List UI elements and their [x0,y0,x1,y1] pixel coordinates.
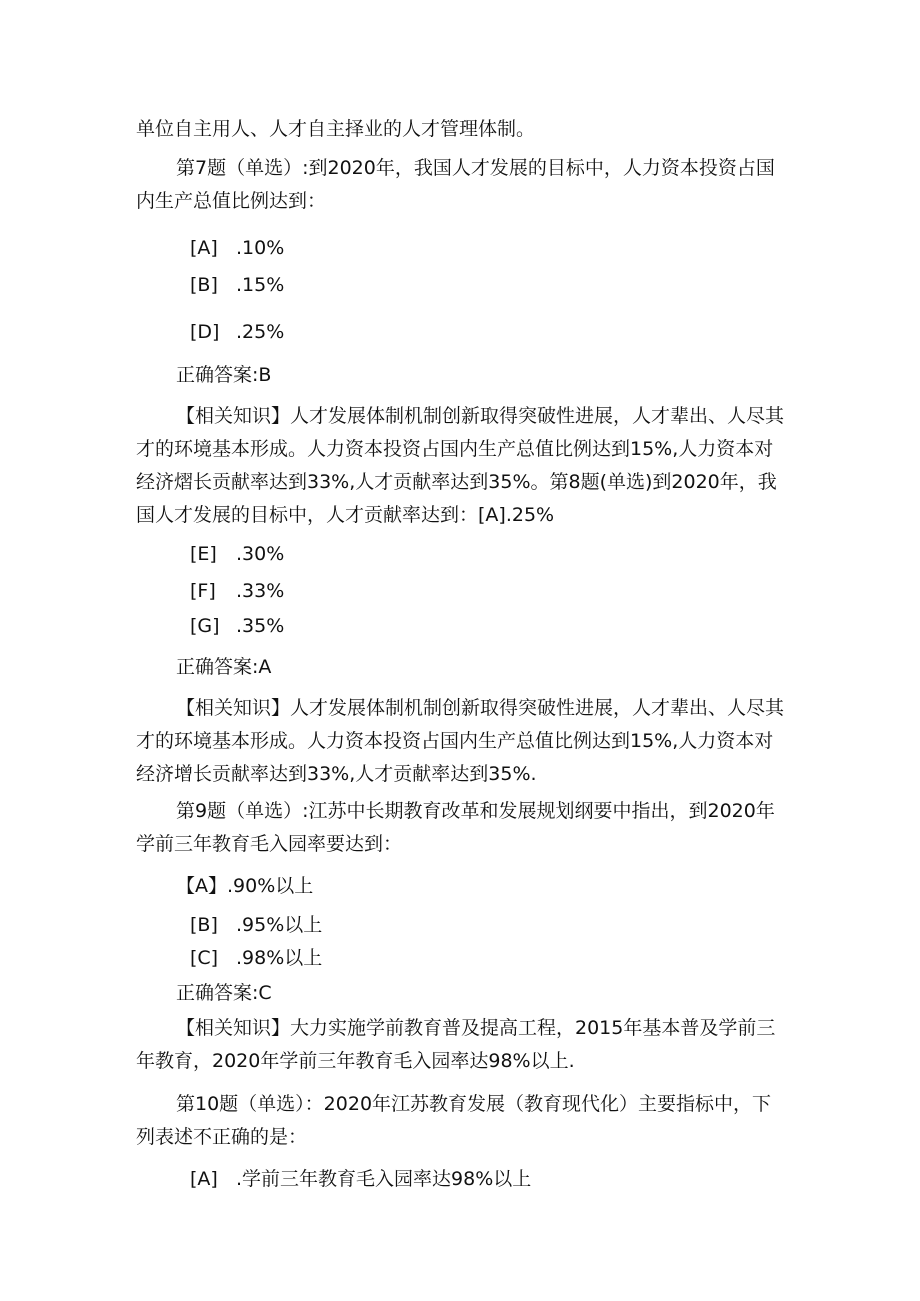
q8-option-f [190,579,284,603]
q7-option-d [190,320,284,344]
option-label: [F] [190,580,216,602]
option-label: [A] [190,1168,218,1190]
question-9: 第9题（单选）:江苏中长期教育改革和发展规划纲要中指出，到2020年学前三年教育毛入园率要达到： [136,800,775,855]
option-text: .25% [236,321,285,343]
knowledge-8: 【相关知识】人才发展体制机制创新取得突破性进展，人才辈出、人尽其才的环境基本形成。人力资本投资占国内生产总值比例达到15%,人力资本对经济增长贡献率达到33%,人才贡献率达到35%. [136,697,785,785]
question-7: 第7题（单选）:到2020年，我国人才发展的目标中，人力资本投资占国内生产总值比例达到： [136,157,775,212]
option-text: .学前三年教育毛入园率达98%以上 [236,1168,532,1190]
option-label: [E] [190,543,217,565]
option-text: .30% [236,543,285,565]
option-text: .98%以上 [236,947,323,969]
option-label: [A] [190,237,218,259]
option-text: .15% [236,274,285,296]
q10-option-a [190,1167,531,1191]
question-10: 第10题（单选）：2020年江苏教育发展（教育现代化）主要指标中，下列表述不正确的是： [136,1093,772,1148]
text-line-top: 单位自主用人、人才自主择业的人才管理体制。 [136,118,536,140]
q7-option-a [190,236,284,260]
q9-option-c [190,946,322,970]
option-text: .95%以上 [236,914,323,936]
option-text: .33% [236,580,285,602]
knowledge-7: 【相关知识】人才发展体制机制创新取得突破性进展，人才辈出、人尽其才的环境基本形成。人力资本投资占国内生产总值比例达到15%,人力资本对经济熠长贡献率达到33%,人才贡献率达到35%。第8题(单选)到2020年，我国人才发展的目标中，人才贡献率达到：[A].25% [136,405,785,526]
knowledge-9: 【相关知识】大力实施学前教育普及提高工程，2015年基本普及学前三年教育，2020年学前三年教育毛入园率达98%以上. [136,1017,776,1072]
q8-answer: 正确答案:A [176,656,272,678]
option-label: [B] [190,274,218,296]
q8-option-g [190,614,284,638]
option-label: [B] [190,914,218,936]
q7-answer: 正确答案:B [176,364,272,386]
q8-option-e [190,542,284,566]
option-label: [G] [190,615,220,637]
option-text: .10% [236,237,285,259]
q9-option-b [190,913,322,937]
q7-option-b [190,273,284,297]
option-label: [C] [190,947,219,969]
option-label: [D] [190,321,220,343]
q9-option-a: 【A】.90%以上 [176,875,314,897]
option-text: .35% [236,615,285,637]
q9-answer: 正确答案:C [176,982,272,1004]
